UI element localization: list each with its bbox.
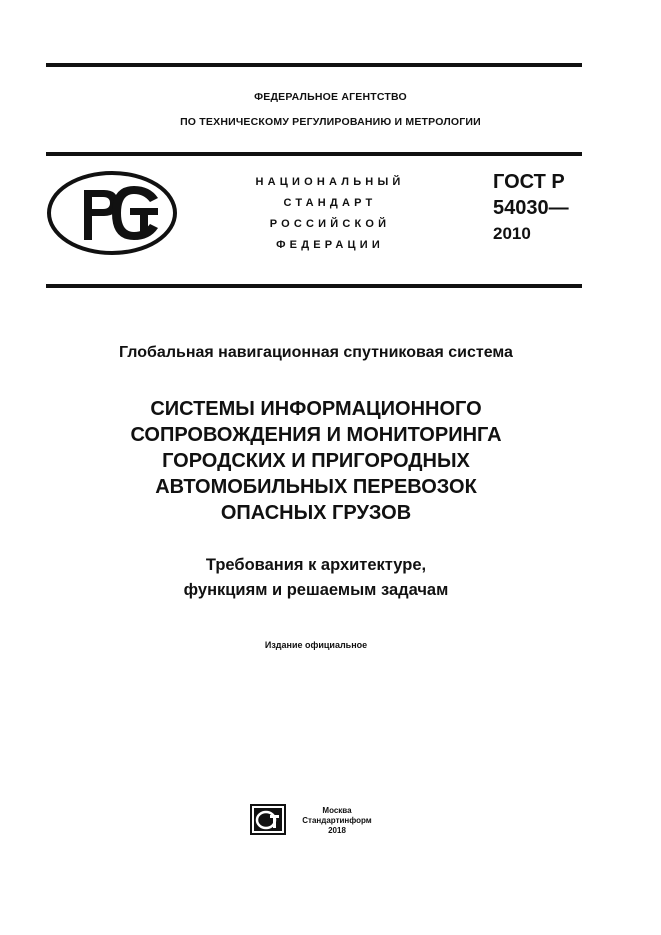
document-title	[0, 396, 632, 526]
edition-note: Издание официальное	[264, 640, 368, 650]
standard-code	[493, 169, 569, 247]
document-title-line5: ОПАСНЫХ ГРУЗОВ	[220, 502, 412, 524]
standard-code-year: 2010	[493, 224, 531, 243]
system-name: Глобальная навигационная спутниковая система	[119, 344, 513, 361]
gost-r-emblem-icon	[46, 170, 178, 256]
agency-name-line1: ФЕДЕРАЛЬНОЕ АГЕНТСТВО	[254, 91, 407, 103]
standard-type	[230, 172, 430, 256]
standard-code-line1: ГОСТ Р	[493, 171, 565, 193]
standard-divider	[46, 284, 582, 288]
publisher-year: 2018	[328, 826, 346, 835]
standard-type-line3: РОССИЙСКОЙ	[269, 218, 391, 230]
document-subtitle	[0, 553, 632, 603]
document-title-line1: СИСТЕМЫ ИНФОРМАЦИОННОГО	[150, 398, 482, 420]
publisher-info	[292, 806, 382, 836]
header-divider	[46, 152, 582, 156]
document-title-line4: АВТОМОБИЛЬНЫХ ПЕРЕВОЗОК	[155, 476, 477, 498]
document-subtitle-line2: функциям и решаемым задачам	[183, 581, 449, 599]
agency-name-line2: ПО ТЕХНИЧЕСКОМУ РЕГУЛИРОВАНИЮ И МЕТРОЛОГИИ	[180, 116, 481, 128]
standard-type-line4: ФЕДЕРАЦИИ	[276, 239, 384, 251]
publisher-name: Стандартинформ	[302, 816, 372, 825]
publisher-city: Москва	[322, 806, 352, 815]
standartinform-logo-icon	[250, 804, 286, 835]
top-divider	[46, 63, 582, 67]
document-subtitle-line1: Требования к архитектуре,	[205, 556, 427, 574]
document-title-line2: СОПРОВОЖДЕНИЯ И МОНИТОРИНГА	[130, 424, 502, 446]
standard-code-line2: 54030—	[493, 197, 569, 219]
standard-type-line2: СТАНДАРТ	[283, 197, 377, 209]
document-title-line3: ГОРОДСКИХ И ПРИГОРОДНЫХ	[162, 450, 470, 472]
standard-type-line1: НАЦИОНАЛЬНЫЙ	[255, 176, 405, 188]
